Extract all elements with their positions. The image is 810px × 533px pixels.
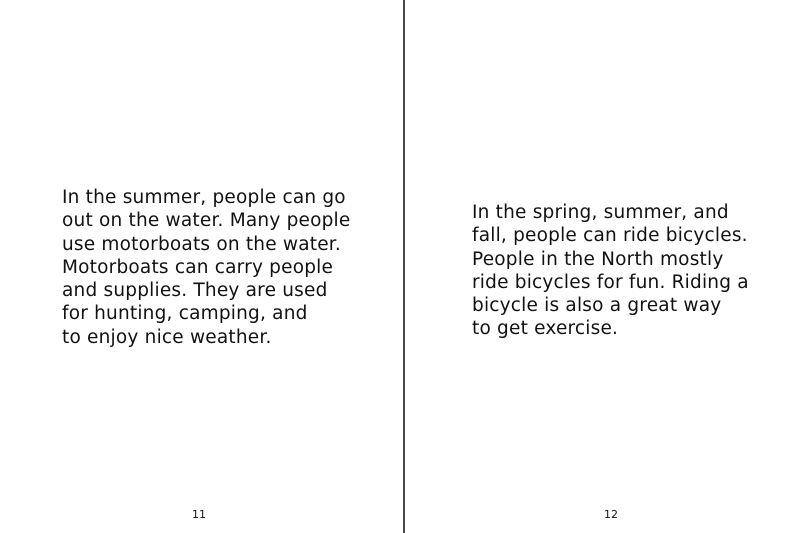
text-line: to enjoy nice weather.	[62, 326, 272, 348]
text-line: to get exercise.	[472, 318, 619, 340]
page-number: 11	[192, 508, 206, 521]
left-page	[0, 0, 404, 533]
text-line: out on the water. Many people	[62, 210, 351, 232]
page-number: 12	[604, 508, 618, 521]
text-line: People in the North mostly	[472, 248, 724, 270]
text-line: ride bicycles for fun. Riding a	[472, 271, 749, 293]
body-paragraph	[472, 201, 749, 341]
page-divider	[403, 0, 405, 533]
text-line: In the spring, summer, and	[472, 202, 729, 223]
body-paragraph	[62, 186, 350, 349]
text-line: bicycle is also a great way	[472, 295, 722, 317]
text-line: and supplies. They are used	[62, 280, 328, 302]
text-line: use motorboats on the water.	[62, 233, 341, 255]
text-line: Motorboats can carry people	[62, 256, 334, 278]
text-line: for hunting, camping, and	[62, 303, 308, 325]
text-line: fall, people can ride bicycles.	[472, 225, 748, 247]
text-line: In the summer, people can go	[62, 187, 346, 208]
right-page	[406, 0, 810, 533]
